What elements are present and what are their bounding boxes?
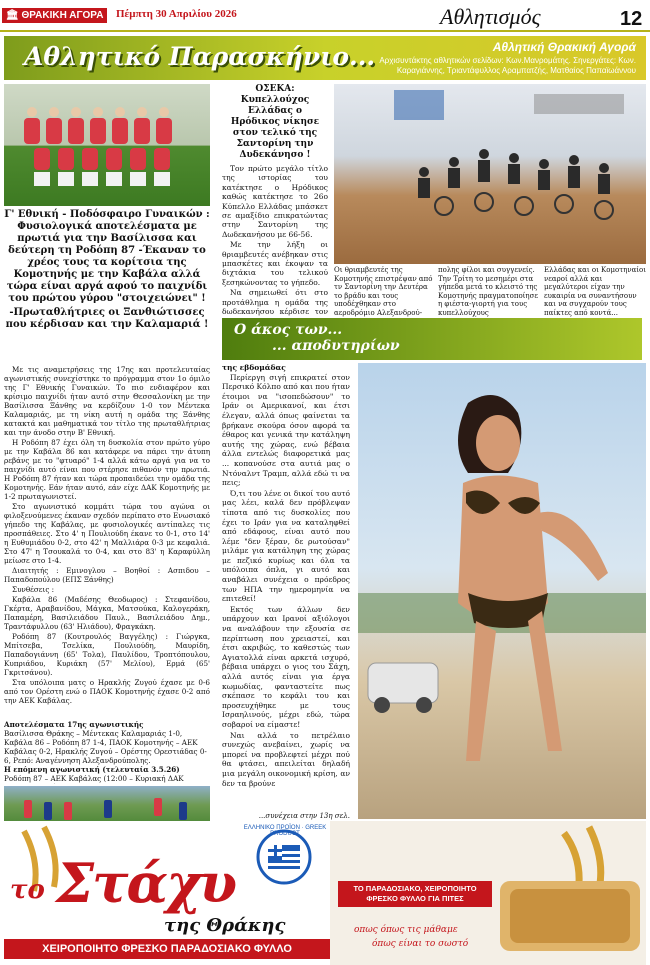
- header-rule: [0, 30, 650, 32]
- mid-headline: ΟΣΕΚΑ: Κυπελλούχος Ελλάδας ο Ηρόδικος νίκησε στον τελικό της Σαντορίνη την Δυδεκάνησο !: [230, 84, 320, 160]
- ad-brand-sub: της Θράκης: [164, 915, 286, 936]
- ad-brand-main: Στάχυ: [56, 851, 236, 915]
- left-paragraph: Με τις αναμετρήσεις της 17ης και προτελευταίας αγωνιστικής συνεχίστηκε το πρόγραμμα στον 1ο όμιλο της Γ' Εθνικής Γυναικών. Το πιο ενδιαφέρον και κρίσιμο παιχνίδι ήταν αυτό στην Θεσσαλονίκη με την Βασίλισσα Ξάνθης να κερδίζουν 1-0 τον Μέντεκα Καλαμαριάς, με τη νίκη αυτή η ομάδα της Ξάνθης κατακτά και μαθηματικά τον τίτλο της πρωταθλήτριας και την άνοδο στην Β' Εθνική.: [4, 365, 210, 437]
- banner-credit: Αρχισυντάκτης αθλητικών σελίδων: Κων.Μανρομάτης. Σηνεργάτες: Κων. Καραγιάννης, Τριαντάφυλλος Αραμπατζής, Ματθαίος Παπαϊωάννου: [379, 56, 636, 75]
- mid-paragraph: Τον πρώτο μεγάλο τίτλο της ιστορίας του κατέκτησε ο Ηρόδικος καθώς κατέκτησε το 26ο Κύπελλο Ελλάδας μπάσκετ σε αμαξίδιο επικρατώντας στην Σαντορίνη της Δωδεκανήσου με 66-56.: [222, 164, 328, 239]
- team-photo: [4, 84, 210, 206]
- left-paragraph: Ροδόπη 87 (Κουτρουλός Βαγγέλης) : Γιώργκα, Μπίτσεβα, Τσελίκα, Πουλιούδη, Μαυρίδη, Παπαδογιάννη (65' Τολα), Παυλίδου, Τροπτόπουλου, Κυπριάδου, Κυριάκη (57' Μελίου), Ερμά (65' Γκριτσάνου).: [4, 632, 210, 677]
- opinion-column: [222, 363, 350, 823]
- ad-script-1: οπως όπως τις μάθαμε: [354, 925, 458, 935]
- left-paragraph: Στα υπόλοιπα ματς ο Ηρακλής Ζυγού έχασε με 0-6 από τον Ορέστη ενώ ο ΠΑΟΚ Κομοτηνής έχασε 0-2 από την ΑΕΚ Καβάλας.: [4, 678, 210, 705]
- ad-brand-to: το: [10, 875, 45, 905]
- results-title: Αποτελέσματα 17ης αγωνιστικής: [4, 720, 144, 729]
- beach-photo-scene: [358, 363, 646, 819]
- mid-paragraph: Με την λήξη οι θριαμβευτές ανέβηκαν στις μπασκέτες και έκοψαν τα διχτάκια του τελικού ξεσηκώνοντας το γήπεδο.: [222, 240, 328, 287]
- opinion-paragraph: Εκτός των άλλων δεν υπάρχουν και Ιρανοί αξιόλογοι να αναλάβουν την εξουσία σε περίπτωση που χρειαστεί, και έτσι ακριβώς, το καθεστώς των Αγιατολλά είναι αρκετά ισχυρό, βέβαια υπάρχει ο γιος του Σάχη, αλλά αυτός είναι για έργα κωμωδίας, φανταστείτε πως σκέπασε το κεφάλι του και προσευχήθηκε με τους Ισραηλινούς, μέχρι εδώ, τώρα σοβαροί να είμαστε!: [222, 604, 350, 729]
- caption-col-2: [438, 266, 540, 318]
- next-round-text: Ροδόπη 87 – ΑΕΚ Καβάλας (12:00 – Κυριακή ΔΑΚ: [4, 774, 184, 783]
- left-headline: [4, 209, 210, 331]
- section-banner: [4, 36, 646, 80]
- banner-subtitle: Αθλητική Θρακική Αγορά: [492, 40, 636, 54]
- team-photo-figures: [4, 84, 210, 206]
- left-headline-text: Γ' Εθνική - Ποδόσφαιρο Γυναικών : Φυσιολογικά αποτελέσματα με πρωτιά για την Βασίλισσα και δεύτερη τη Ροδόπη 87 -Έκαναν το χρέος τους τα κορίτσια της Κομοτηνής με την Καβάλα αλλά τώρα είναι αργά αφού το παιχνίδι του πρώτου γύρου "στοιχειώνει" !: [4, 209, 210, 304]
- section-title: Αθλητισμός: [440, 4, 541, 29]
- page-number: 12: [620, 8, 643, 30]
- ad-seal: ΕΛΛΗΝΙΚΟ ΠΡΟΪΟΝ · GREEK PRODUCT: [243, 825, 327, 837]
- mid-article: [222, 84, 328, 316]
- advertisement: [4, 821, 646, 965]
- opinion-title: της εβδομάδας: [222, 363, 286, 372]
- caption-text: Ελλάδας και οι Κομοτηναίοι νεαροί αλλά και μεγαλύτεροι είχαν την ευκαιρία να συναντήσουν και να συγχαρούν τους παίκτες από κοντά...: [544, 266, 646, 317]
- ad-script-2: όπως είναι το σωστό: [372, 939, 469, 949]
- next-round-title: Η επόμενη αγωνιστική (τελευταία 3.5.26): [4, 765, 180, 774]
- opinion-paragraph: Ναι αλλά το πετρέλαιο συνεχώς ανεβαίνει, χωρίς να μπορεί να προβλεφτεί μέχρι πού θα φτάσει, απειλείται δηλαδή μια μεγάλη οικονομική κρίση, αν δεν τα βρούνε: [222, 730, 350, 788]
- mid-paragraph: Να σημειωθεί ότι στο προτάθλημα η ομάδα της δωδεκανήσου κέρδισε τον: [222, 288, 328, 316]
- opinion-paragraph: Περίεργη σιγή επικρατεί στον Περσικό Κόλπο από και που ήταν έτοιμοι να "ισοπεδώσουν" το Ιράν οι Αμερικανοί, και έτσι έλεγαν, αλλά όπως φαίνεται τα βρήκανε σκούρα όσον αφορά τα έθαρος και γενικά την κατάληψη αυτής της χώρας, ενώ βέβαια άλλα εντελώς διαφορετικά μας ... κοπανούσε στα αυτιά μας ο Ντόναλντ Τραμπ, αλλά εδώ τι να πεις;: [222, 372, 350, 488]
- beach-photo: [358, 363, 646, 819]
- basketball-photo: [334, 84, 646, 264]
- page-header: [0, 0, 650, 38]
- opinion-paragraph: Ό,τι του λένε οι δικοί του αυτό μας λέει, καλά δεν πρόβλεψαν τίποτα από τις δυσκολίες που έχει το Ιράν για να καταληφθεί από εδάφους, είναι αυτό που λέμε "δεν ξέραν, δε ρωτούσαν" μιλάμε για κατάληψη της χώρας με πεζικό κυρίως και όλα τα υπόλοιπα όπλα, γι αυτό και αναβάλει συνέχεια ο πρόεδρος των ΗΠΑ την ημερομηνία να επιτεθεί!: [222, 488, 350, 604]
- left-paragraph: Στο αγωνιστικό κομμάτι τώρα του αγώνα οι φιλοξενούμενες έκαναν σχεδόν περίπατο στο Ενωσιακό γήπεδο της Καβάλας, με φυσιολογικές αντίπαλες τις προσπάθειες. Στο 4' η Πουλιούδη έκανε το 0-1, στο 14' η Ευθυμιάδου 0-2, στο 42' η Μαλλιάρα 0-3 με κεφαλιά. Στο 47' η Τσουκαλά το 0-4, και στο 83' η Καραφύλλη μείωσε στο 1-4.: [4, 502, 210, 565]
- brand-logo: 🏛 ΘΡΑΚΙΚΗ ΑΓΟΡΑ: [2, 8, 107, 23]
- column-banner-line1: Ο άκος των...: [234, 322, 343, 338]
- results-text: Βασίλισσα Θράκης – Μέντεκας Καλαμαριάς 1-0, Καβάλα 86 – Ροδόπη 87 1-4, ΠΑΟΚ Κομοτηνής – ΑΕΚ Καβάλας 0-2, Ηρακλής Ζυγού – Ορέστης Ορεστιάδας 0-6, Ρεπό: Αναγέννηση Αλεξανδρούπολης.: [4, 729, 207, 765]
- ad-tagline: ΧΕΙΡΟΠΟΙΗΤΟ ΦΡΕΣΚΟ ΠΑΡΑΔΟΣΙΑΚΟ ΦΥΛΛΟ: [4, 939, 330, 959]
- left-paragraph: Διαιτητής : Εμινογλου – Βοηθοί : Ασπιδου – Παπαδοπούλου (ΕΠΣ Ξάνθης): [4, 566, 210, 584]
- left-subhead: -Πρωταθλήτριες οι Ξανθιώτισσες που κέρδισαν και την Καλαμαριά !: [5, 307, 209, 330]
- left-article-body: [4, 365, 210, 719]
- left-paragraph: Καβάλα 86 (Μαδέσης Θεοδωρος) : Στεφανίδου, Γκέρτα, Αραβανίδου, Μάγκα, Ματσούκα, Καλογεράκη, Παπαμέρη, Βασιλειάδου Παυλ., Βασιλειάδου Δημ., Τραντάφυλλου (63' Ηλιάδου), Φραγκάκη.: [4, 595, 210, 631]
- caption-col-1: [334, 266, 434, 318]
- column-banner: [222, 318, 642, 360]
- caption-col-3: [544, 266, 646, 318]
- caption-text: Οι θριαμβευτές της Κομοτηνής επιστρέψαν από τν Σαντορίνη την Δευτέρα το βράδυ και τους υποδέχθηκαν στο αεροδρόμιο Αλεξανδρού-: [334, 266, 433, 317]
- basketball-photo-scene: [334, 84, 646, 264]
- column-banner-line2: ... αποδυτηρίων: [272, 338, 400, 354]
- banner-title: Αθλητικό Παρασκήνιο...: [24, 42, 376, 71]
- continued-note: ...συνέχεια στην 13η σελ.: [258, 812, 350, 820]
- left-paragraph: Συνθέσεις :: [12, 585, 55, 594]
- left-paragraph: Η Ροδόπη 87 έχει όλη τη δυσκολία στον πρώτο γύρο με την Καβάλα 86 και κατάφερε να πάρει την άτυπη ρεβάνς με το "φτυαρό" 1-4 αλλά κάτω αργά για να το παιχνίδι αυτό είναι που στέρησε πιθανόν την πρωτιά. Η Ροδόπη 87 ήταν και τώρα προπαιδεύει την ομάδα της Κομοτηνής. Εάν ήταν αυτό, εάν είχε ΔΑΚ Κομοτηνής με 1-2 πρωταγωνιστεί.: [4, 438, 210, 501]
- caption-text: πολης φίλοι και συγγενείς. Την Τρίτη το μεσημέρι στα γήπεδα μετά το κλειστό της Κομοτηνής πραγματοποίησε η φιέστα-γιορτή για τους κυπελλούχους: [438, 266, 539, 317]
- ad-box: ΤΟ ΠΑΡΑΔΟΣΙΑΚΟ, ΧΕΙΡΟΠΟΙΗΤΟ ΦΡΕΣΚΟ ΦΥΛΛΟ ΓΙΑ ΠΙΤΕΣ: [338, 881, 492, 907]
- left-results: [4, 720, 210, 784]
- issue-date: Πέμπτη 30 Απριλίου 2026: [116, 8, 237, 20]
